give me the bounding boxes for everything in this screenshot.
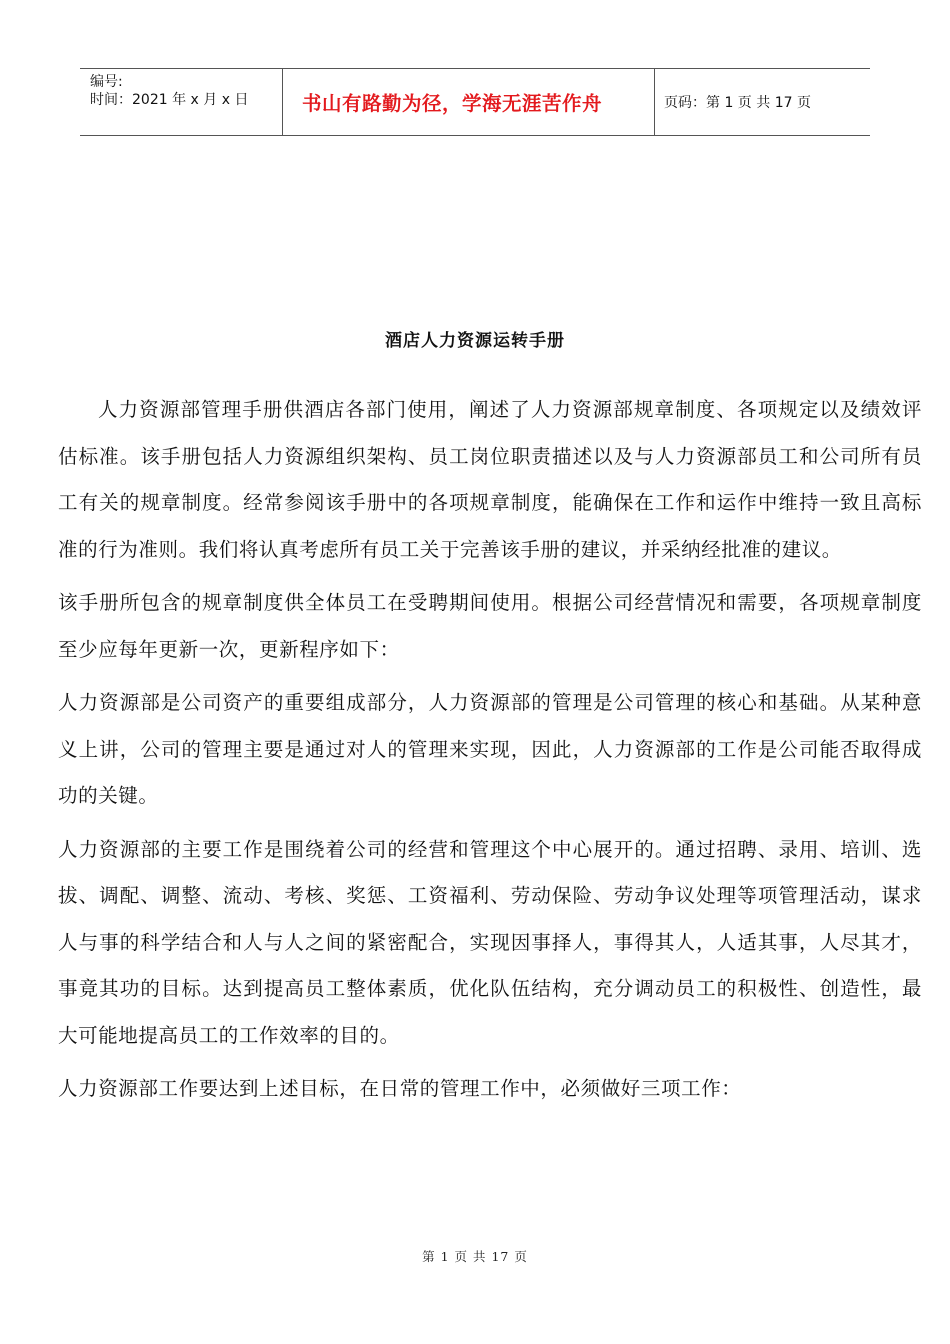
header-page-info: 页码：第 1 页 共 17 页 <box>664 95 811 111</box>
paragraph-intro: 人力资源部管理手册供酒店各部门使用，阐述了人力资源部规章制度、各项规定以及绩效评估标准。该手册包括人力资源组织架构、员工岗位职责描述以及与人力资源部员工和公司所有员工有关的规章制度。经常参阅该手册中的各项规章制度，能确保在工作和运作中维持一致且高标准的行为准则。我们将认真考虑所有员工关于完善该手册的建议，并采纳经批准的建议。 <box>58 398 922 561</box>
paragraph-main-work: 人力资源部的主要工作是围绕着公司的经营和管理这个中心展开的。通过招聘、录用、培训、选拔、调配、调整、流动、考核、奖惩、工资福利、劳动保险、劳动争议处理等项管理活动，谋求人与事的科学结合和人与人之间的紧密配合，实现因事择人，事得其人，人适其事，人尽其才，事竟其功的目标。达到提高员工整体素质，优化队伍结构，充分调动员工的积极性、创造性，最大可能地提高员工的工作效率的目的。 <box>58 837 922 1047</box>
paragraph-usage: 该手册所包含的规章制度供全体员工在受聘期间使用。根据公司经营情况和需要，各项规章制度至少应每年更新一次，更新程序如下： <box>58 591 922 661</box>
header-page-cell <box>655 69 870 135</box>
document-code-label: 编号: <box>90 74 123 90</box>
document-body <box>58 387 922 1120</box>
paragraph-three-tasks: 人力资源部工作要达到上述目标，在日常的管理工作中，必须做好三项工作： <box>58 1077 742 1100</box>
document-date: 时间：2021 年 x 月 x 日 <box>90 92 249 108</box>
header-meta-cell <box>80 69 282 135</box>
document-title: 酒店人力资源运转手册 <box>385 331 565 351</box>
header-table <box>80 68 870 136</box>
paragraph-importance: 人力资源部是公司资产的重要组成部分，人力资源部的管理是公司管理的核心和基础。从某种意义上讲，公司的管理主要是通过对人的管理来实现，因此，人力资源部的工作是公司能否取得成功的关键。 <box>58 691 922 807</box>
page-footer: 第 1 页 共 17 页 <box>422 1249 528 1264</box>
header-motto-cell <box>282 69 655 135</box>
header-motto: 书山有路勤为径，学海无涯苦作舟 <box>302 92 603 115</box>
